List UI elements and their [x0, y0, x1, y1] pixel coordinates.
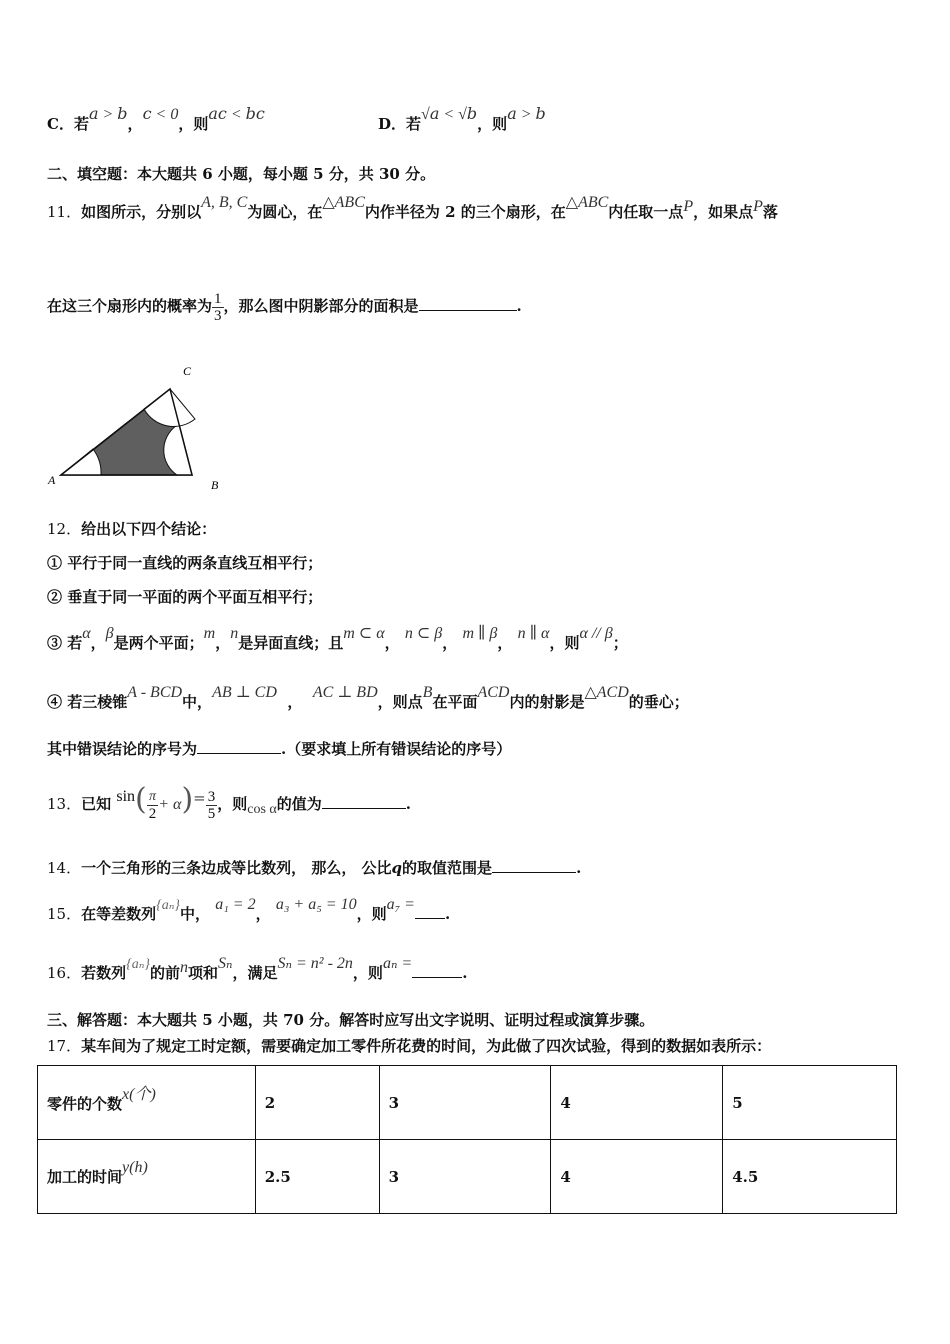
table-cell: 3 [379, 1066, 551, 1140]
section-2-heading: 二、填空题：本大题共 6 小题，每小题 5 分，共 30 分。 [47, 165, 436, 183]
q16-end: . [462, 964, 468, 982]
option-c-sep-1: ， [127, 115, 143, 133]
table-row-label [38, 1140, 256, 1214]
q12-intro-text: 给出以下四个结论： [81, 520, 217, 538]
q11-text-4: 内任取一点 [608, 203, 684, 221]
section-3-heading: 三、解答题：本大题共 5 小题，共 70 分。解答时应写出文字说明、证明过程或演算步骤。 [47, 1011, 655, 1029]
s3-text-2: 是两个平面； [113, 634, 204, 652]
fraction-denominator: 3 [214, 307, 222, 324]
question-14 [47, 858, 581, 878]
answer-blank-13[interactable] [322, 794, 406, 809]
table-row [38, 1066, 897, 1140]
q16-text-5: ，则 [352, 964, 383, 982]
s4-text-4: 在平面 [432, 693, 478, 711]
q11-text-1: 如图所示，分别以 [81, 203, 202, 221]
q15-math-a1: a₁ = 2 [215, 896, 256, 913]
s4-text-1: ④ 若三棱锥 [47, 693, 128, 711]
s3-math-beta: β [105, 625, 114, 642]
option-d-text: 若 [406, 115, 422, 133]
q15-math-a3-a5: a₃ + a₅ = 10 [275, 896, 357, 913]
q12-statement-4 [47, 684, 689, 713]
question-11-line-1 [47, 194, 778, 223]
table-cell: 4.5 [723, 1140, 897, 1214]
question-12-intro [47, 519, 216, 539]
s4-text-3: ，则点 [377, 693, 423, 711]
question-number: 14． [47, 859, 82, 877]
q11-text-7: 在这三个扇形内的概率为 [47, 297, 213, 315]
q11-text-6: 落 [762, 203, 778, 221]
q15-text-2: 中， [179, 905, 210, 923]
q14-end: . [576, 859, 582, 877]
q11-math-abc: A, B, C [201, 194, 248, 211]
answer-blank-11[interactable] [419, 296, 517, 311]
row-variable: x(个) [122, 1086, 156, 1103]
left-paren: ( [135, 782, 147, 817]
s4-math-ac-perp-bd: AC ⊥ BD [312, 684, 378, 701]
q15-text-3: ，则 [356, 905, 387, 923]
q11-math-triangle-2: △ABC [565, 194, 609, 211]
answer-blank-15[interactable] [415, 904, 445, 919]
label-a: A [48, 473, 56, 487]
question-16 [47, 955, 468, 985]
q14-math-q: q [391, 859, 403, 877]
q11-end: . [516, 297, 522, 315]
q13-text-3: 的值为 [276, 795, 322, 813]
s3-comma: ， [442, 634, 458, 652]
q16-text-2: 的前 [149, 964, 180, 982]
question-number: 11． [47, 203, 82, 221]
question-11-line-2 [47, 286, 522, 326]
label-b: B [211, 478, 219, 492]
q11-text-3: 内作半径为 2 的三个扇形，在 [364, 203, 566, 221]
q13-sin: sin [116, 788, 136, 805]
table-row [38, 1140, 897, 1214]
row-label-text: 零件的个数 [47, 1095, 123, 1113]
q15-end: . [444, 905, 451, 923]
table-cell: 5 [723, 1066, 897, 1140]
q16-text-3: 项和 [188, 964, 219, 982]
q15-math-sequence: {aₙ} [156, 898, 180, 913]
triangle-figure [40, 360, 230, 495]
answer-blank-12[interactable] [197, 739, 281, 754]
answer-blank-14[interactable] [492, 858, 576, 873]
q13-end: . [405, 795, 411, 813]
table-cell: 4 [551, 1066, 723, 1140]
q13-cos-alpha: cos α [247, 802, 277, 817]
s3-text-3: 是异面直线；且 [238, 634, 344, 652]
q16-math-sn: Sₙ [218, 955, 233, 972]
s3-math-m-in-alpha: m ⊂ α [343, 625, 385, 642]
q11-math-triangle-1: △ABC [322, 194, 365, 211]
s3-math-n-in-beta: n ⊂ β [404, 625, 443, 642]
q11-text-5: ，如果点 [693, 203, 754, 221]
s3-end: ； [612, 634, 628, 652]
s4-text-2: 中， [182, 693, 213, 711]
question-15 [47, 896, 451, 926]
answer-blank-16[interactable] [412, 963, 462, 978]
q17-text: 某车间为了规定工时定额，需要确定加工零件所花费的时间，为此做了四次试验，得到的数据如表所示： [81, 1037, 772, 1055]
numerator-pi: π [147, 789, 159, 806]
q13-text-2: ，则 [217, 795, 248, 813]
question-number: 16． [47, 964, 82, 982]
q13-text-1: 已知 [81, 795, 112, 813]
s4-math-acd: ACD [477, 684, 510, 701]
s3-math-alpha: α [82, 625, 91, 642]
q16-text-1: 若数列 [81, 964, 127, 982]
option-c-math-1: 𝑎 > 𝑏 [88, 106, 128, 123]
q16-text-4: ，满足 [232, 964, 278, 982]
table-row-label [38, 1066, 256, 1140]
row-variable: y(h) [122, 1159, 148, 1176]
question-number: 13． [47, 795, 82, 813]
fraction-numerator: 1 [214, 290, 222, 307]
q11-math-p-2: P [753, 198, 763, 215]
s3-text-1: ③ 若 [47, 634, 83, 652]
option-d-math-1: √𝑎 < √𝑏 [421, 106, 478, 123]
q13-equals: = [193, 789, 206, 807]
s3-math-m-parallel-beta: m ∥ β [462, 625, 498, 642]
q15-text-1: 在等差数列 [81, 905, 157, 923]
q14-text-1: 一个三角形的三条边成等比数列， 那么， 公比 [81, 859, 392, 877]
q13-pi-over-2 [147, 789, 159, 822]
q11-text-2: 为圆心，在 [247, 203, 323, 221]
q16-math-sequence: {aₙ} [126, 957, 150, 972]
option-d-math-2: 𝑎 > 𝑏 [507, 106, 546, 123]
s3-math-n: n [230, 625, 239, 642]
q13-three-fifths [206, 789, 218, 822]
table-cell: 4 [551, 1140, 723, 1214]
s4-text-6: 的垂心； [628, 693, 689, 711]
s3-comma: ， [497, 634, 513, 652]
q12-ask-text-2: .（要求填上所有错误结论的序号） [281, 740, 512, 758]
data-table [37, 1065, 897, 1214]
option-c-text: 若 [73, 115, 89, 133]
table-cell: 2.5 [255, 1140, 379, 1214]
right-paren: ) [181, 782, 194, 817]
q15-math-a7: a₇ = [386, 896, 415, 913]
q12-statement-3 [47, 625, 628, 654]
question-number: 15． [47, 905, 82, 923]
option-c-math-3: 𝑎𝑐 < 𝑏𝑐 [208, 106, 265, 123]
s4-math-ab-perp-cd: AB ⊥ CD [212, 684, 277, 701]
s3-comma: ， [90, 634, 106, 652]
s4-math-b: B [422, 684, 433, 701]
option-d-sep-1: ，则 [477, 115, 508, 133]
q12-ask [47, 739, 511, 759]
option-c-label: C． [47, 115, 74, 133]
q15-comma: ， [255, 905, 271, 923]
q12-statement-1: ① 平行于同一直线的两条直线互相平行； [47, 554, 323, 572]
table-cell: 3 [379, 1140, 551, 1214]
s3-comma: ， [384, 634, 400, 652]
question-13 [47, 778, 411, 828]
q16-math-n: n [180, 959, 188, 976]
q12-ask-text-1: 其中错误结论的序号为 [47, 740, 198, 758]
label-c: C [183, 364, 192, 378]
s3-math-n-parallel-alpha: n ∥ α [517, 625, 550, 642]
denominator-5: 5 [207, 805, 216, 822]
s4-math-triangle-acd: △ACD [584, 684, 629, 701]
denominator-2: 2 [148, 805, 157, 822]
s4-text-5: 内的射影是 [509, 693, 585, 711]
q13-plus-alpha: + α [158, 796, 182, 813]
s4-math-pyramid: A - BCD [127, 684, 183, 701]
row-label-text: 加工的时间 [47, 1168, 123, 1186]
q14-text-2: 的取值范围是 [402, 859, 493, 877]
option-c [47, 106, 265, 135]
s3-text-4: ，则 [549, 634, 580, 652]
s4-comma: ， [287, 693, 303, 711]
question-number: 12． [47, 520, 82, 538]
s3-math-alpha-parallel-beta: α // β [579, 625, 613, 642]
q16-math-an: aₙ = [382, 955, 413, 972]
q11-math-p-1: P [683, 198, 694, 215]
q11-fraction [212, 291, 224, 324]
option-d [378, 106, 546, 135]
q16-math-formula: Sₙ = n² - 2n [277, 955, 353, 972]
option-c-math-2: 𝑐 < 0 [142, 106, 179, 123]
question-17 [47, 1036, 771, 1056]
s3-comma: ， [215, 634, 231, 652]
table-cell: 2 [255, 1066, 379, 1140]
option-c-sep-2: ，则 [178, 115, 209, 133]
question-number: 17． [47, 1037, 82, 1055]
option-d-label: D． [378, 115, 407, 133]
q12-statement-2: ② 垂直于同一平面的两个平面互相平行； [47, 588, 323, 606]
s3-math-m: m [203, 625, 216, 642]
numerator-3: 3 [207, 788, 216, 805]
q11-text-8: ，那么图中阴影部分的面积是 [223, 297, 419, 315]
